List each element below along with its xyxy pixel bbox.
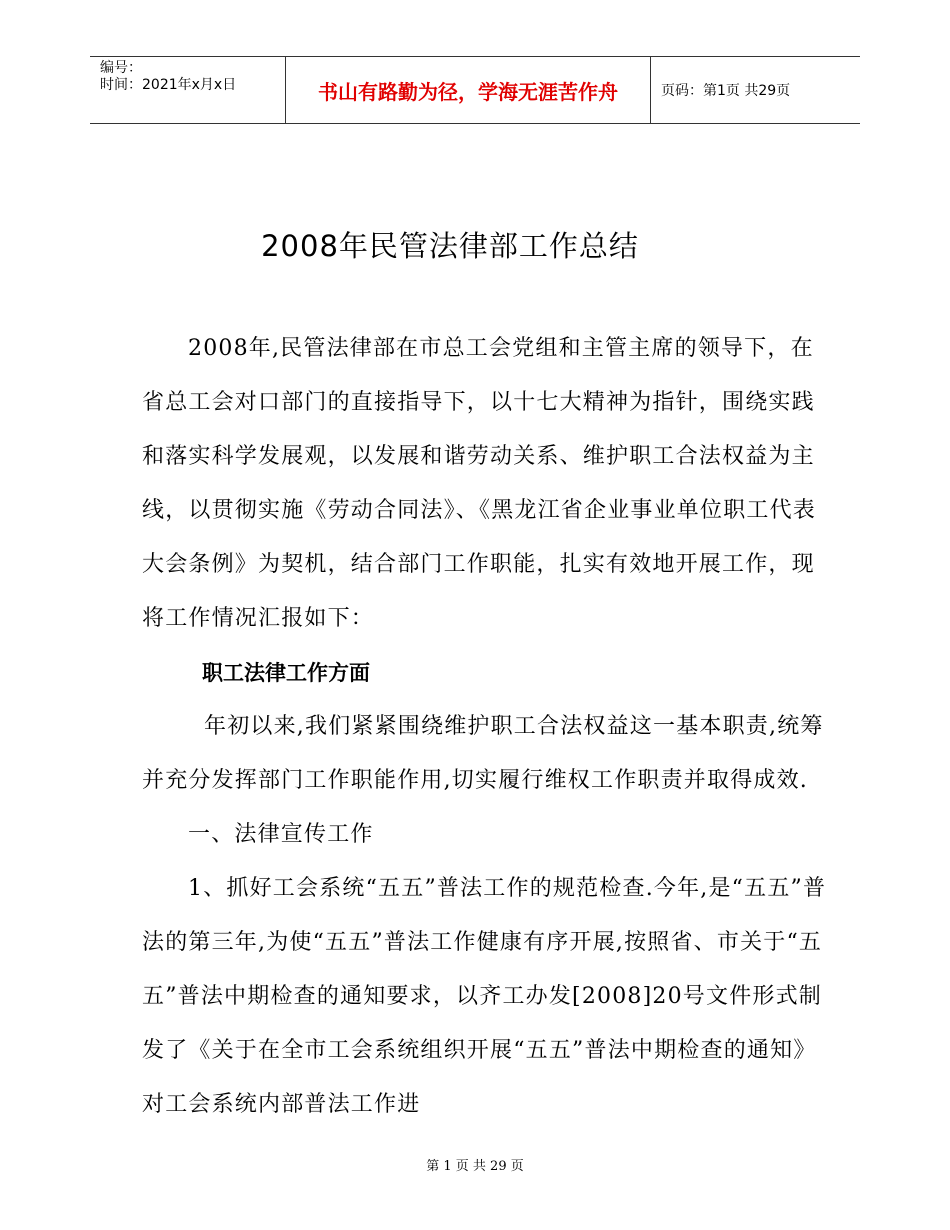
section-heading: 职工法律工作方面 [202,661,370,685]
page-footer: 第 1 页 共 29 页 [426,1159,524,1174]
time-label: 时间：2021年x月x日 [100,77,237,93]
item-1-paragraph: 1、抓好工会系统“五五”普法工作的规范检查.今年,是“五五”普法的第三年,为使“五五”普法工作健康有序开展,按照省、市关于“五五”普法中期检查的通知要求，以齐工办发[2008]20号文件形式制发了《关于在全市工会系统组织开展“五五”普法中期检查的通知》对工会系统内部普法工作进 [142,876,827,1117]
document-title: 2008年民管法律部工作总结 [261,229,639,263]
section-paragraph: 年初以来,我们紧紧围绕维护职工合法权益这一基本职责,统筹并充分发挥部门工作职能作用,切实履行维权工作职责并取得成效. [142,714,824,793]
header-motto: 书山有路勤为径，学海无涯苦作舟 [286,57,651,123]
header-meta [90,57,286,123]
header-page-info: 页码：第1页 共29页 [661,83,791,99]
document-body [142,322,832,1132]
subheading: 一、法律宣传工作 [188,822,374,847]
intro-paragraph: 2008年,民管法律部在市总工会党组和主管主席的领导下，在省总工会对口部门的直接指导下，以十七大精神为指针，围绕实践和落实科学发展观，以发展和谐劳动关系、维护职工合法权益为主线，以贯彻实施《劳动合同法》、《黑龙江省企业事业单位职工代表大会条例》为契机，结合部门工作职能，扎实有效地开展工作，现将工作情况汇报如下： [142,336,817,631]
number-label: 编号： [100,60,142,76]
page-header [90,56,860,124]
